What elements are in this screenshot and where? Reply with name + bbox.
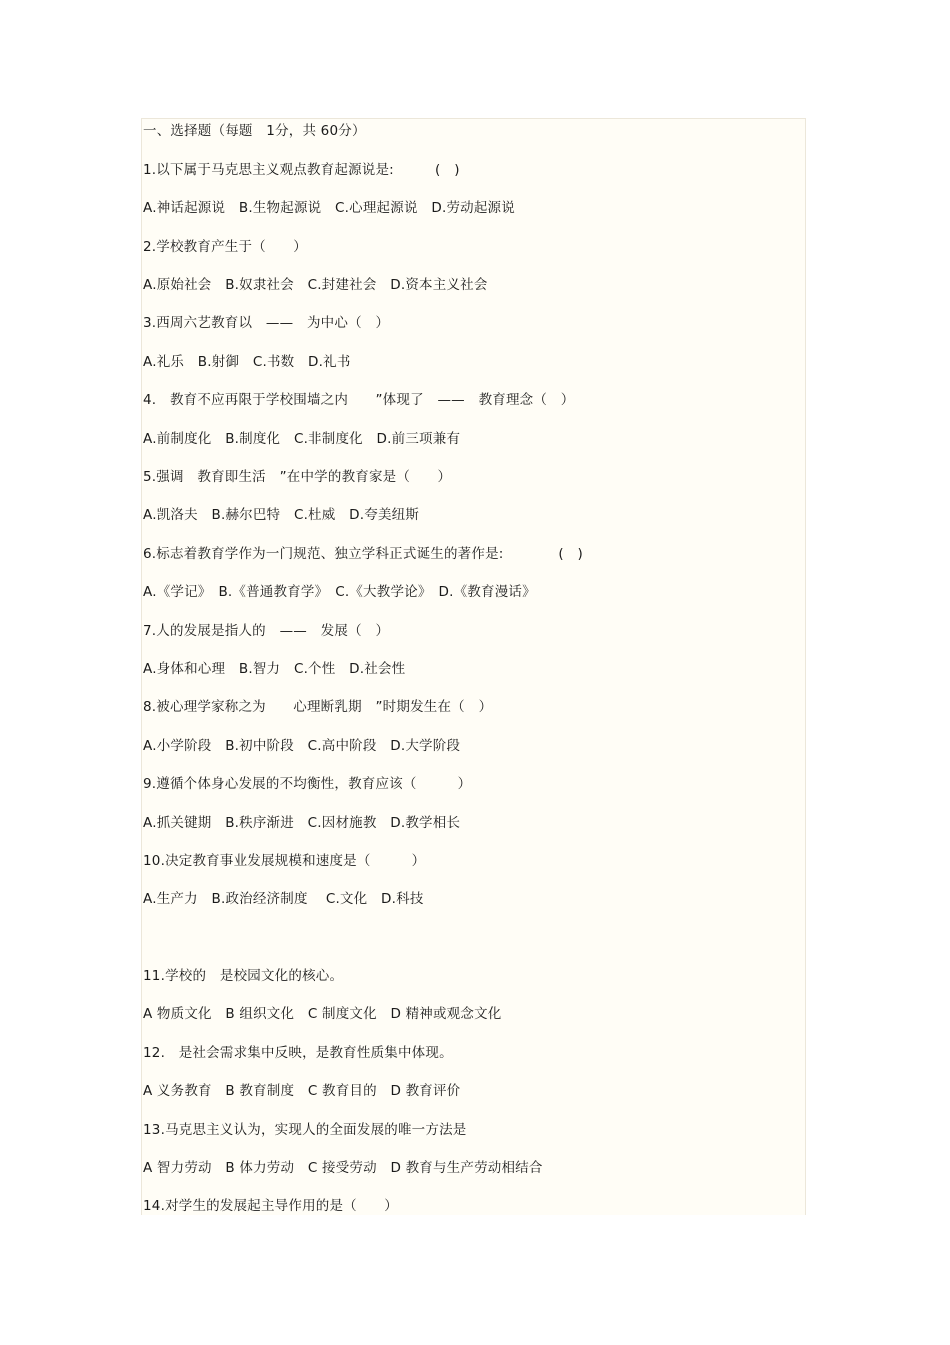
question-7-options: A.身体和心理 B.智力 C.个性 D.社会性 <box>143 661 406 677</box>
question-10-options: A.生产力 B.政治经济制度 C.文化 D.科技 <box>143 891 424 907</box>
question-11: 11.学校的 是校园文化的核心。 <box>143 968 344 984</box>
question-13: 13.马克思主义认为，实现人的全面发展的唯一方法是 <box>143 1122 467 1138</box>
question-14: 14.对学生的发展起主导作用的是（ ） <box>143 1198 398 1214</box>
question-5-options: A.凯洛夫 B.赫尔巴特 C.杜威 D.夸美纽斯 <box>143 507 420 523</box>
question-8-options: A.小学阶段 B.初中阶段 C.高中阶段 D.大学阶段 <box>143 738 461 754</box>
question-6: 6.标志着教育学作为一门规范、独立学科正式诞生的著作是: ( ) <box>143 546 583 562</box>
question-4: 4. 教育不应再限于学校围墙之内 ”体现了 —— 教育理念（ ） <box>143 392 575 408</box>
question-12-options: A 义务教育 B 教育制度 C 教育目的 D 教育评价 <box>143 1083 461 1099</box>
question-11-options: A 物质文化 B 组织文化 C 制度文化 D 精神或观念文化 <box>143 1006 502 1022</box>
question-7: 7.人的发展是指人的 —— 发展（ ） <box>143 623 390 639</box>
question-13-options: A 智力劳动 B 体力劳动 C 接受劳动 D 教育与生产劳动相结合 <box>143 1160 543 1176</box>
question-5: 5.强调 教育即生活 ”在中学的教育家是（ ） <box>143 469 452 485</box>
question-3: 3.西周六艺教育以 —— 为中心（ ） <box>143 315 390 331</box>
question-3-options: A.礼乐 B.射御 C.书数 D.礼书 <box>143 354 351 370</box>
question-9-options: A.抓关键期 B.秩序渐进 C.因材施教 D.教学相长 <box>143 815 461 831</box>
question-9: 9.遵循个体身心发展的不均衡性，教育应该（ ） <box>143 776 472 792</box>
question-2-options: A.原始社会 B.奴隶社会 C.封建社会 D.资本主义社会 <box>143 277 488 293</box>
question-1: 1.以下属于马克思主义观点教育起源说是: ( ) <box>143 162 460 178</box>
question-2: 2.学校教育产生于（ ） <box>143 239 307 255</box>
question-8: 8.被心理学家称之为 心理断乳期 ”时期发生在（ ） <box>143 699 493 715</box>
question-10: 10.决定教育事业发展规模和速度是（ ） <box>143 853 426 869</box>
question-6-options: A.《学记》 B.《普通教育学》 C.《大教学论》 D.《教育漫话》 <box>143 584 536 600</box>
question-4-options: A.前制度化 B.制度化 C.非制度化 D.前三项兼有 <box>143 431 461 447</box>
section-title: 一、选择题（每题 1分，共 60分） <box>143 123 366 139</box>
question-1-options: A.神话起源说 B.生物起源说 C.心理起源说 D.劳动起源说 <box>143 200 515 216</box>
question-12: 12. 是社会需求集中反映，是教育性质集中体现。 <box>143 1045 453 1061</box>
